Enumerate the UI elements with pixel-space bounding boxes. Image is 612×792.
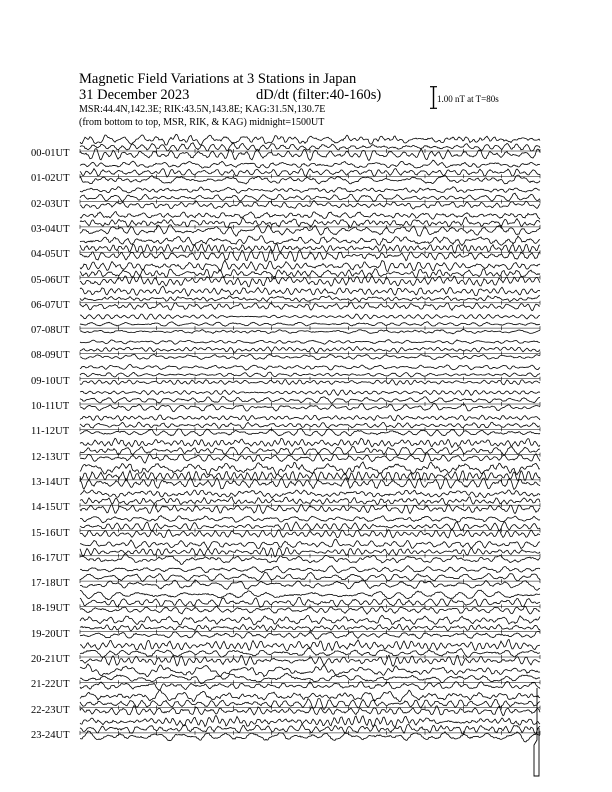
trace-KAG-18-19UT bbox=[80, 590, 540, 600]
hour-row-21-22UT bbox=[80, 664, 540, 690]
row-label-11-12UT: 11-12UT bbox=[31, 426, 70, 438]
trace-KAG-16-17UT bbox=[80, 539, 540, 548]
trace-KAG-11-12UT bbox=[80, 415, 540, 421]
trace-MSR-21-22UT bbox=[80, 681, 540, 689]
trace-KAG-03-04UT bbox=[80, 212, 540, 220]
trace-KAG-07-08UT bbox=[80, 314, 540, 319]
hour-row-14-15UT bbox=[80, 490, 540, 514]
trace-RIK-19-20UT bbox=[80, 624, 540, 631]
hour-row-03-04UT bbox=[80, 212, 540, 237]
hour-row-02-03UT bbox=[80, 187, 540, 209]
row-label-15-16UT: 15-16UT bbox=[31, 527, 70, 539]
trace-KAG-04-05UT bbox=[80, 236, 540, 246]
trace-KAG-05-06UT bbox=[80, 260, 540, 271]
chart-title: Magnetic Field Variations at 3 Stations in Japan bbox=[79, 71, 357, 87]
trace-KAG-01-02UT bbox=[80, 160, 540, 168]
hour-row-20-21UT bbox=[80, 639, 540, 666]
hour-row-17-18UT bbox=[80, 566, 540, 591]
row-label-17-18UT: 17-18UT bbox=[31, 578, 70, 590]
row-label-02-03UT: 02-03UT bbox=[31, 198, 70, 210]
trace-KAG-06-07UT bbox=[80, 286, 540, 296]
row-label-00-01UT: 00-01UT bbox=[31, 148, 70, 159]
row-label-18-19UT: 18-19UT bbox=[31, 603, 70, 615]
trace-KAG-19-20UT bbox=[80, 615, 540, 625]
trace-KAG-13-14UT bbox=[80, 462, 540, 475]
row-label-09-10UT: 09-10UT bbox=[31, 375, 70, 387]
hour-row-10-11UT bbox=[80, 390, 540, 412]
row-label-16-17UT: 16-17UT bbox=[31, 552, 70, 564]
trace-KAG-02-03UT bbox=[80, 187, 540, 193]
hour-row-23-24UT bbox=[80, 715, 540, 741]
trace-MSR-14-15UT bbox=[80, 504, 540, 513]
trace-MSR-18-19UT bbox=[80, 606, 540, 614]
chart-date: 31 December 2023 bbox=[79, 87, 190, 103]
hour-row-16-17UT bbox=[80, 539, 540, 564]
trace-RIK-09-10UT bbox=[80, 372, 540, 377]
scale-bar-label: 1.00 nT at T=80s bbox=[437, 94, 499, 104]
trace-RIK-06-07UT bbox=[80, 296, 540, 302]
trace-KAG-14-15UT bbox=[80, 490, 540, 498]
row-label-13-14UT: 13-14UT bbox=[31, 476, 70, 488]
row-label-08-09UT: 08-09UT bbox=[31, 350, 70, 362]
trace-KAG-22-23UT bbox=[80, 690, 540, 702]
hour-row-22-23UT bbox=[80, 690, 540, 716]
station-coordinates: MSR:44.4N,142.3E; RIK:43.5N,143.8E; KAG:31.5N,130.7E bbox=[79, 104, 326, 115]
hour-row-08-09UT bbox=[80, 340, 540, 360]
hour-row-07-08UT bbox=[80, 314, 540, 334]
row-label-19-20UT: 19-20UT bbox=[31, 628, 70, 640]
trace-KAG-21-22UT bbox=[80, 664, 540, 677]
trace-KAG-17-18UT bbox=[80, 566, 540, 573]
row-label-06-07UT: 06-07UT bbox=[31, 299, 70, 311]
hour-row-15-16UT bbox=[80, 515, 540, 537]
trace-KAG-09-10UT bbox=[80, 364, 540, 370]
hour-row-18-19UT bbox=[80, 590, 540, 614]
hour-row-12-13UT bbox=[80, 438, 540, 463]
row-label-10-11UT: 10-11UT bbox=[31, 401, 70, 412]
trace-RIK-14-15UT bbox=[80, 497, 540, 505]
trace-KAG-23-24UT bbox=[80, 715, 540, 727]
trace-KAG-00-01UT bbox=[80, 134, 540, 145]
hour-row-06-07UT bbox=[80, 286, 540, 310]
hour-row-00-01UT bbox=[80, 134, 540, 160]
trace-RIK-07-08UT bbox=[80, 322, 540, 326]
chart-quantity: dD/dt (filter:40-160s) bbox=[256, 87, 382, 103]
hour-row-09-10UT bbox=[80, 364, 540, 385]
row-label-23-24UT: 23-24UT bbox=[31, 729, 70, 741]
row-label-12-13UT: 12-13UT bbox=[31, 451, 70, 463]
hour-row-19-20UT bbox=[80, 615, 540, 639]
row-label-20-21UT: 20-21UT bbox=[31, 654, 70, 665]
trace-KAG-12-13UT bbox=[80, 438, 540, 447]
row-label-07-08UT: 07-08UT bbox=[31, 325, 70, 337]
hour-row-04-05UT bbox=[80, 236, 540, 262]
trace-KAG-15-16UT bbox=[80, 515, 540, 522]
hour-row-11-12UT bbox=[80, 415, 540, 436]
row-label-01-02UT: 01-02UT bbox=[31, 173, 70, 185]
row-label-22-23UT: 22-23UT bbox=[31, 704, 70, 716]
trace-KAG-10-11UT bbox=[80, 390, 540, 396]
hour-row-05-06UT bbox=[80, 260, 540, 287]
hour-row-13-14UT bbox=[80, 462, 540, 489]
row-label-14-15UT: 14-15UT bbox=[31, 502, 70, 514]
row-label-04-05UT: 04-05UT bbox=[31, 249, 70, 261]
trace-MSR-19-20UT bbox=[80, 631, 540, 639]
row-label-21-22UT: 21-22UT bbox=[31, 679, 70, 691]
hour-row-01-02UT bbox=[80, 160, 540, 184]
row-label-05-06UT: 05-06UT bbox=[31, 274, 70, 286]
station-order-note: (from bottom to top, MSR, RIK, & KAG) midnight=1500UT bbox=[79, 117, 325, 128]
trace-KAG-08-09UT bbox=[80, 340, 540, 344]
row-label-03-04UT: 03-04UT bbox=[31, 223, 70, 235]
